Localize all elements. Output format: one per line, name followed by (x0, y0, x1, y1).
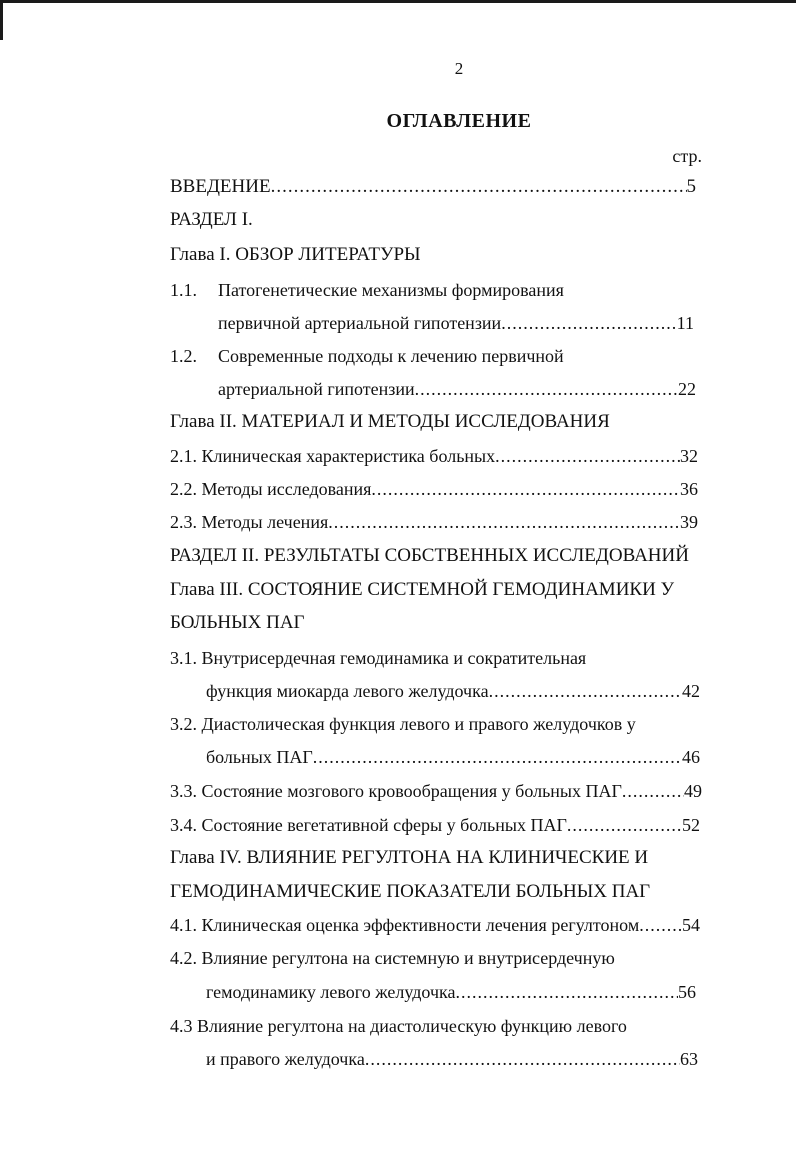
toc-entry-4-2-line1: 4.2. Влияние регултона на системную и внутрисердечную (170, 948, 615, 968)
leader-dots (495, 441, 680, 471)
section-heading-1: РАЗДЕЛ I. (170, 209, 253, 230)
page-number: 2 (454, 59, 464, 78)
toc-entry-3-3[interactable] (170, 776, 702, 806)
toc-entry-4-3[interactable] (206, 1044, 698, 1074)
leader-dots (328, 507, 680, 537)
leader-dots (271, 172, 687, 202)
leader-dots (313, 742, 682, 772)
chapter-heading-4-line2: ГЕМОДИНАМИЧЕСКИЕ ПОКАЗАТЕЛИ БОЛЬНЫХ ПАГ (170, 881, 651, 902)
toc-entry-label: первичной артериальной гипотензии (218, 313, 502, 333)
toc-page-ref: 5 (686, 176, 696, 197)
toc-entry-4-1[interactable] (170, 910, 700, 940)
toc-page-ref: 54 (682, 915, 700, 935)
toc-page-ref: 49 (684, 781, 702, 801)
toc-entry-4-2[interactable] (206, 977, 696, 1007)
toc-entry-label: ВВЕДЕНИЕ (170, 176, 271, 197)
leader-dots (365, 1044, 680, 1074)
toc-page-ref: 22 (678, 379, 696, 399)
toc-entry-label: и правого желудочка (206, 1049, 365, 1069)
toc-entry-label: 2.3. Методы лечения (170, 512, 329, 532)
leader-dots (639, 910, 682, 940)
toc-entry-intro[interactable] (170, 172, 696, 202)
toc-entry-1-2[interactable] (218, 374, 696, 404)
toc-entry-1-1-line1 (170, 275, 564, 305)
section-heading-2: РАЗДЕЛ II. РЕЗУЛЬТАТЫ СОБСТВЕННЫХ ИССЛЕДОВАНИЙ (170, 545, 689, 566)
toc-page-ref: 46 (682, 747, 700, 767)
chapter-heading-4-line1: Глава IV. ВЛИЯНИЕ РЕГУЛТОНА НА КЛИНИЧЕСКИЕ И (170, 847, 649, 868)
chapter-heading-3-line2: БОЛЬНЫХ ПАГ (170, 612, 305, 633)
page-column-label: стр. (672, 146, 702, 166)
leader-dots (622, 776, 684, 806)
toc-entry-4-3-line1: 4.3 Влияние регултона на диастолическую функцию левого (170, 1016, 627, 1036)
toc-entry-1-1[interactable] (218, 308, 694, 338)
toc-entry-number: 1.2. (170, 346, 197, 366)
leader-dots (567, 810, 682, 840)
toc-page-ref: 36 (680, 479, 698, 499)
toc-entry-2-2[interactable] (170, 474, 698, 504)
leader-dots (415, 374, 678, 404)
leader-dots (455, 977, 678, 1007)
toc-entry-label: Патогенетические механизмы формирования (218, 280, 564, 300)
toc-entry-3-4[interactable] (170, 810, 700, 840)
leader-dots (489, 676, 682, 706)
toc-page-ref: 11 (676, 313, 694, 333)
chapter-heading-1: Глава I. ОБЗОР ЛИТЕРАТУРЫ (170, 244, 421, 265)
toc-entry-3-1-line1: 3.1. Внутрисердечная гемодинамика и сократительная (170, 648, 587, 668)
toc-entry-2-3[interactable] (170, 507, 698, 537)
toc-entry-label: 3.4. Состояние вегетативной сферы у больных ПАГ (170, 815, 567, 835)
leader-dots (501, 308, 676, 338)
toc-entry-label: гемодинамику левого желудочка (206, 982, 456, 1002)
toc-entry-1-2-line1 (170, 341, 564, 371)
toc-page-ref: 39 (680, 512, 698, 532)
toc-entry-label: 2.1. Клиническая характеристика больных (170, 446, 496, 466)
toc-page-ref: 32 (680, 446, 698, 466)
leader-dots (371, 474, 680, 504)
toc-entry-label: больных ПАГ (206, 747, 313, 767)
toc-entry-2-1[interactable] (170, 441, 698, 471)
toc-title: ОГЛАВЛЕНИЕ (386, 110, 532, 132)
chapter-heading-2: Глава II. МАТЕРИАЛ И МЕТОДЫ ИССЛЕДОВАНИЯ (170, 411, 610, 432)
toc-entry-number: 1.1. (170, 280, 197, 300)
toc-entry-label: Современные подходы к лечению первичной (218, 346, 564, 366)
toc-entry-3-2[interactable] (206, 742, 700, 772)
toc-entry-label: функция миокарда левого желудочка (206, 681, 489, 701)
toc-page-ref: 52 (682, 815, 700, 835)
toc-entry-label: артериальной гипотензии (218, 379, 415, 399)
scan-edge-left (0, 0, 3, 40)
toc-entry-label: 2.2. Методы исследования (170, 479, 372, 499)
toc-page-ref: 56 (678, 982, 696, 1002)
toc-entry-3-2-line1: 3.2. Диастолическая функция левого и правого желудочков у (170, 714, 636, 734)
toc-page-ref: 63 (680, 1049, 698, 1069)
toc-entry-label: 3.3. Состояние мозгового кровообращения у больных ПАГ (170, 781, 622, 801)
toc-entry-3-1[interactable] (206, 676, 700, 706)
chapter-heading-3-line1: Глава III. СОСТОЯНИЕ СИСТЕМНОЙ ГЕМОДИНАМИКИ У (170, 579, 675, 600)
scan-edge-top (0, 0, 796, 3)
toc-entry-label: 4.1. Клиническая оценка эффективности лечения регултоном (170, 915, 640, 935)
toc-page-ref: 42 (682, 681, 700, 701)
